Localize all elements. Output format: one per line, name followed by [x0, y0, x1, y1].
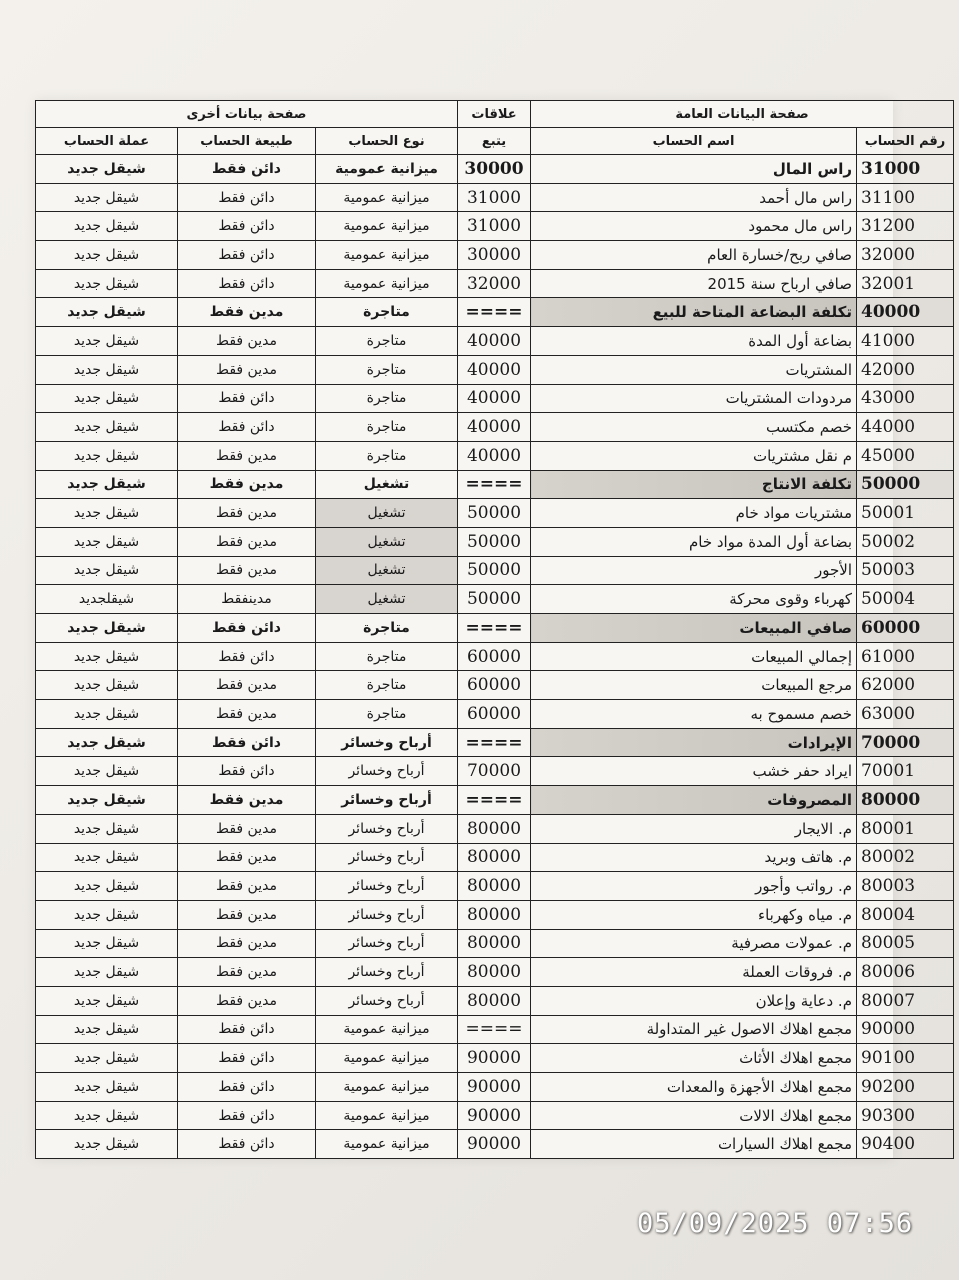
table-row: [36, 786, 954, 815]
header-row-columns: [36, 128, 954, 155]
account-nature-cell: مدينفقط: [178, 585, 316, 614]
follows-cell: ====: [458, 298, 531, 327]
account-number-cell: 70001: [857, 757, 954, 786]
account-type-cell: أرباح وخسائر: [316, 786, 458, 815]
account-name-cell: كهرباء وقوى محركة: [531, 585, 857, 614]
account-type-cell: تشغيل: [316, 470, 458, 499]
follows-cell: 80000: [458, 814, 531, 843]
account-name-cell: صافي المبيعات: [531, 614, 857, 643]
follows-cell: 60000: [458, 671, 531, 700]
account-number-cell: 50001: [857, 499, 954, 528]
follows-cell: 40000: [458, 413, 531, 442]
account-type-cell: متاجرة: [316, 355, 458, 384]
table-row: [36, 671, 954, 700]
account-number-cell: 60000: [857, 614, 954, 643]
follows-cell: 60000: [458, 642, 531, 671]
account-nature-cell: مدين فقط: [178, 671, 316, 700]
account-no-header: رقم الحساب: [857, 128, 954, 155]
account-name-cell: مشتريات مواد خام: [531, 499, 857, 528]
account-nature-cell: دائن فقط: [178, 413, 316, 442]
general-page-header: صفحة البيانات العامة: [531, 101, 954, 128]
table-row: [36, 355, 954, 384]
account-currency-cell: شيقل جديد: [36, 384, 178, 413]
account-nature-cell: مدين فقط: [178, 700, 316, 729]
table-row: [36, 1044, 954, 1073]
account-type-cell: تشغيل: [316, 556, 458, 585]
account-number-cell: 80000: [857, 786, 954, 815]
account-nature-cell: مدين فقط: [178, 470, 316, 499]
account-nature-cell: دائن فقط: [178, 1101, 316, 1130]
account-nature-cell: مدين فقط: [178, 929, 316, 958]
account-type-cell: أرباح وخسائر: [316, 900, 458, 929]
table-row: [36, 872, 954, 901]
account-name-cell: مجمع اهلاك الأثاث: [531, 1044, 857, 1073]
account-name-cell: راس مال محمود: [531, 212, 857, 241]
account-nature-cell: دائن فقط: [178, 1073, 316, 1102]
table-row: [36, 183, 954, 212]
account-nature-cell: مدين فقط: [178, 355, 316, 384]
account-currency-cell: شيقل جديد: [36, 527, 178, 556]
account-number-cell: 45000: [857, 441, 954, 470]
account-nature-cell: دائن فقط: [178, 1015, 316, 1044]
follows-cell: 80000: [458, 929, 531, 958]
table-row: [36, 413, 954, 442]
table-row: [36, 958, 954, 987]
follows-cell: ====: [458, 786, 531, 815]
table-row: [36, 269, 954, 298]
account-type-cell: متاجرة: [316, 700, 458, 729]
account-nature-cell: مدين فقط: [178, 298, 316, 327]
account-currency-cell: شيقل جديد: [36, 499, 178, 528]
account-currency-cell: شيقلجديد: [36, 585, 178, 614]
account-name-cell: إجمالي المبيعات: [531, 642, 857, 671]
table-row: [36, 843, 954, 872]
account-type-cell: ميزانية عمومية: [316, 1044, 458, 1073]
account-number-cell: 32001: [857, 269, 954, 298]
account-nature-cell: دائن فقط: [178, 1044, 316, 1073]
account-number-cell: 90300: [857, 1101, 954, 1130]
table-row: [36, 556, 954, 585]
account-currency-header: عملة الحساب: [36, 128, 178, 155]
account-nature-cell: دائن فقط: [178, 384, 316, 413]
follows-cell: 40000: [458, 355, 531, 384]
table-row: [36, 241, 954, 270]
document-sheet: [35, 100, 946, 1159]
account-currency-cell: شيقل جديد: [36, 757, 178, 786]
account-type-cell: أرباح وخسائر: [316, 843, 458, 872]
follows-cell: 40000: [458, 441, 531, 470]
table-row: [36, 470, 954, 499]
account-number-cell: 42000: [857, 355, 954, 384]
account-type-cell: ميزانية عمومية: [316, 241, 458, 270]
account-name-cell: المصروفات: [531, 786, 857, 815]
account-nature-cell: مدين فقط: [178, 556, 316, 585]
account-number-cell: 50000: [857, 470, 954, 499]
account-nature-cell: مدين فقط: [178, 814, 316, 843]
follows-cell: 31000: [458, 183, 531, 212]
follows-header: يتبع: [458, 128, 531, 155]
account-currency-cell: شيقل جديد: [36, 212, 178, 241]
account-currency-cell: شيقل جديد: [36, 728, 178, 757]
account-currency-cell: شيقل جديد: [36, 1044, 178, 1073]
account-nature-cell: دائن فقط: [178, 183, 316, 212]
account-currency-cell: شيقل جديد: [36, 814, 178, 843]
account-number-cell: 80001: [857, 814, 954, 843]
follows-cell: 90000: [458, 1101, 531, 1130]
account-name-cell: الإيرادات: [531, 728, 857, 757]
table-row: [36, 499, 954, 528]
account-currency-cell: شيقل جديد: [36, 642, 178, 671]
follows-cell: 40000: [458, 327, 531, 356]
account-currency-cell: شيقل جديد: [36, 700, 178, 729]
follows-cell: ====: [458, 1015, 531, 1044]
table-row: [36, 900, 954, 929]
account-name-cell: تكلفة الانتاج: [531, 470, 857, 499]
photo-timestamp: 05/09/2025 07:56: [637, 1208, 914, 1239]
account-number-cell: 90100: [857, 1044, 954, 1073]
account-currency-cell: شيقل جديد: [36, 1073, 178, 1102]
account-type-cell: ميزانية عمومية: [316, 155, 458, 184]
account-nature-cell: دائن فقط: [178, 155, 316, 184]
account-currency-cell: شيقل جديد: [36, 958, 178, 987]
account-type-cell: تشغيل: [316, 585, 458, 614]
account-name-cell: تكلفة البضاعة المتاحة للبيع: [531, 298, 857, 327]
account-type-cell: أرباح وخسائر: [316, 728, 458, 757]
table-row: [36, 384, 954, 413]
account-name-cell: م. رواتب وأجور: [531, 872, 857, 901]
follows-cell: 80000: [458, 872, 531, 901]
account-nature-cell: مدين فقط: [178, 843, 316, 872]
account-number-cell: 40000: [857, 298, 954, 327]
accounts-table: [35, 100, 954, 1159]
account-currency-cell: شيقل جديد: [36, 241, 178, 270]
account-currency-cell: شيقل جديد: [36, 929, 178, 958]
account-currency-cell: شيقل جديد: [36, 441, 178, 470]
account-type-cell: متاجرة: [316, 671, 458, 700]
account-number-cell: 63000: [857, 700, 954, 729]
table-row: [36, 298, 954, 327]
account-nature-cell: مدين فقط: [178, 958, 316, 987]
account-name-cell: مردودات المشتريات: [531, 384, 857, 413]
account-type-cell: ميزانية عمومية: [316, 1073, 458, 1102]
account-number-cell: 80007: [857, 986, 954, 1015]
account-currency-cell: شيقل جديد: [36, 413, 178, 442]
account-number-cell: 62000: [857, 671, 954, 700]
account-currency-cell: شيقل جديد: [36, 269, 178, 298]
account-name-cell: م. دعاية وإعلان: [531, 986, 857, 1015]
account-nature-cell: مدين فقط: [178, 872, 316, 901]
account-currency-cell: شيقل جديد: [36, 671, 178, 700]
table-row: [36, 1101, 954, 1130]
table-row: [36, 585, 954, 614]
account-type-cell: أرباح وخسائر: [316, 958, 458, 987]
account-nature-cell: مدين فقط: [178, 327, 316, 356]
account-name-cell: بضاعة أول المدة مواد خام: [531, 527, 857, 556]
follows-cell: 80000: [458, 986, 531, 1015]
follows-cell: ====: [458, 614, 531, 643]
account-number-cell: 32000: [857, 241, 954, 270]
account-type-cell: ميزانية عمومية: [316, 212, 458, 241]
account-type-cell: متاجرة: [316, 384, 458, 413]
follows-cell: 60000: [458, 700, 531, 729]
account-type-cell: متاجرة: [316, 441, 458, 470]
account-number-cell: 31000: [857, 155, 954, 184]
account-nature-cell: مدين فقط: [178, 900, 316, 929]
account-currency-cell: شيقل جديد: [36, 327, 178, 356]
follows-cell: 70000: [458, 757, 531, 786]
account-currency-cell: شيقل جديد: [36, 298, 178, 327]
account-number-cell: 90400: [857, 1130, 954, 1159]
account-nature-cell: مدين فقط: [178, 441, 316, 470]
follows-cell: 90000: [458, 1073, 531, 1102]
account-nature-cell: دائن فقط: [178, 642, 316, 671]
follows-cell: ====: [458, 728, 531, 757]
table-row: [36, 327, 954, 356]
account-currency-cell: شيقل جديد: [36, 1101, 178, 1130]
account-type-cell: تشغيل: [316, 527, 458, 556]
account-name-cell: صافي ارباح سنة 2015: [531, 269, 857, 298]
account-number-cell: 41000: [857, 327, 954, 356]
follows-cell: 30000: [458, 155, 531, 184]
table-row: [36, 1073, 954, 1102]
table-row: [36, 212, 954, 241]
account-number-cell: 50004: [857, 585, 954, 614]
account-currency-cell: شيقل جديد: [36, 155, 178, 184]
account-nature-cell: دائن فقط: [178, 1130, 316, 1159]
account-name-cell: راس مال أحمد: [531, 183, 857, 212]
follows-cell: 30000: [458, 241, 531, 270]
account-name-cell: م. فروقات العملة: [531, 958, 857, 987]
account-name-cell: صافي ربح/خسارة العام: [531, 241, 857, 270]
follows-cell: 80000: [458, 958, 531, 987]
header-row-groups: [36, 101, 954, 128]
follows-cell: 90000: [458, 1130, 531, 1159]
account-type-cell: أرباح وخسائر: [316, 986, 458, 1015]
account-number-cell: 44000: [857, 413, 954, 442]
account-type-cell: أرباح وخسائر: [316, 814, 458, 843]
other-page-header: صفحة بيانات أخرى: [36, 101, 458, 128]
account-name-cell: م. الايجار: [531, 814, 857, 843]
follows-cell: 31000: [458, 212, 531, 241]
account-number-cell: 50003: [857, 556, 954, 585]
account-currency-cell: شيقل جديد: [36, 872, 178, 901]
follows-cell: 80000: [458, 843, 531, 872]
account-currency-cell: شيقل جديد: [36, 786, 178, 815]
account-nature-cell: دائن فقط: [178, 241, 316, 270]
account-name-cell: بضاعة أول المدة: [531, 327, 857, 356]
account-number-cell: 43000: [857, 384, 954, 413]
follows-cell: ====: [458, 470, 531, 499]
account-currency-cell: شيقل جديد: [36, 556, 178, 585]
account-currency-cell: شيقل جديد: [36, 183, 178, 212]
account-name-cell: الأجور: [531, 556, 857, 585]
account-name-cell: مجمع اهلاك الاصول غير المتداولة: [531, 1015, 857, 1044]
account-number-cell: 61000: [857, 642, 954, 671]
account-type-cell: متاجرة: [316, 298, 458, 327]
account-type-cell: أرباح وخسائر: [316, 757, 458, 786]
account-name-cell: مجمع اهلاك الأجهزة والمعدات: [531, 1073, 857, 1102]
account-number-cell: 80006: [857, 958, 954, 987]
account-name-cell: خصم مسموح به: [531, 700, 857, 729]
follows-cell: 90000: [458, 1044, 531, 1073]
account-nature-cell: مدين فقط: [178, 986, 316, 1015]
account-type-cell: ميزانية عمومية: [316, 183, 458, 212]
account-nature-header: طبيعة الحساب: [178, 128, 316, 155]
account-number-cell: 80003: [857, 872, 954, 901]
account-currency-cell: شيقل جديد: [36, 843, 178, 872]
account-name-cell: المشتريات: [531, 355, 857, 384]
account-number-cell: 31100: [857, 183, 954, 212]
account-nature-cell: دائن فقط: [178, 728, 316, 757]
account-name-cell: مجمع اهلاك السيارات: [531, 1130, 857, 1159]
account-currency-cell: شيقل جديد: [36, 900, 178, 929]
account-type-cell: أرباح وخسائر: [316, 929, 458, 958]
table-row: [36, 728, 954, 757]
follows-cell: 40000: [458, 384, 531, 413]
account-number-cell: 90000: [857, 1015, 954, 1044]
account-type-cell: متاجرة: [316, 614, 458, 643]
account-type-cell: أرباح وخسائر: [316, 872, 458, 901]
account-type-cell: تشغيل: [316, 499, 458, 528]
table-row: [36, 814, 954, 843]
account-name-cell: مرجع المبيعات: [531, 671, 857, 700]
account-nature-cell: دائن فقط: [178, 269, 316, 298]
account-type-cell: متاجرة: [316, 327, 458, 356]
table-row: [36, 929, 954, 958]
table-row: [36, 527, 954, 556]
account-name-header: اسم الحساب: [531, 128, 857, 155]
account-name-cell: ايراد حفر خشب: [531, 757, 857, 786]
account-number-cell: 31200: [857, 212, 954, 241]
account-number-cell: 90200: [857, 1073, 954, 1102]
follows-cell: 50000: [458, 556, 531, 585]
table-row: [36, 614, 954, 643]
follows-cell: 32000: [458, 269, 531, 298]
table-row: [36, 642, 954, 671]
account-number-cell: 80004: [857, 900, 954, 929]
account-type-cell: ميزانية عمومية: [316, 269, 458, 298]
account-number-cell: 80005: [857, 929, 954, 958]
account-currency-cell: شيقل جديد: [36, 986, 178, 1015]
account-name-cell: م. عمولات مصرفية: [531, 929, 857, 958]
table-row: [36, 155, 954, 184]
follows-cell: 50000: [458, 527, 531, 556]
account-type-cell: ميزانية عمومية: [316, 1130, 458, 1159]
account-number-cell: 80002: [857, 843, 954, 872]
account-type-cell: ميزانية عمومية: [316, 1015, 458, 1044]
account-currency-cell: شيقل جديد: [36, 470, 178, 499]
account-name-cell: م نقل مشتريات: [531, 441, 857, 470]
table-row: [36, 441, 954, 470]
account-name-cell: راس المال: [531, 155, 857, 184]
account-number-cell: 50002: [857, 527, 954, 556]
follows-cell: 50000: [458, 499, 531, 528]
table-row: [36, 986, 954, 1015]
account-nature-cell: مدين فقط: [178, 499, 316, 528]
account-currency-cell: شيقل جديد: [36, 614, 178, 643]
table-row: [36, 700, 954, 729]
account-nature-cell: مدين فقط: [178, 786, 316, 815]
account-nature-cell: دائن فقط: [178, 614, 316, 643]
table-row: [36, 1015, 954, 1044]
account-name-cell: م. مياه وكهرباء: [531, 900, 857, 929]
account-currency-cell: شيقل جديد: [36, 1015, 178, 1044]
account-name-cell: خصم مكتسب: [531, 413, 857, 442]
account-currency-cell: شيقل جديد: [36, 1130, 178, 1159]
account-nature-cell: مدين فقط: [178, 527, 316, 556]
account-name-cell: مجمع اهلاك الالات: [531, 1101, 857, 1130]
relations-header: علاقات: [458, 101, 531, 128]
account-number-cell: 70000: [857, 728, 954, 757]
table-row: [36, 757, 954, 786]
account-nature-cell: دائن فقط: [178, 212, 316, 241]
account-nature-cell: دائن فقط: [178, 757, 316, 786]
follows-cell: 80000: [458, 900, 531, 929]
account-type-cell: متاجرة: [316, 642, 458, 671]
account-name-cell: م. هاتف وبريد: [531, 843, 857, 872]
account-type-cell: ميزانية عمومية: [316, 1101, 458, 1130]
account-currency-cell: شيقل جديد: [36, 355, 178, 384]
account-type-cell: متاجرة: [316, 413, 458, 442]
follows-cell: 50000: [458, 585, 531, 614]
account-type-header: نوع الحساب: [316, 128, 458, 155]
table-row: [36, 1130, 954, 1159]
